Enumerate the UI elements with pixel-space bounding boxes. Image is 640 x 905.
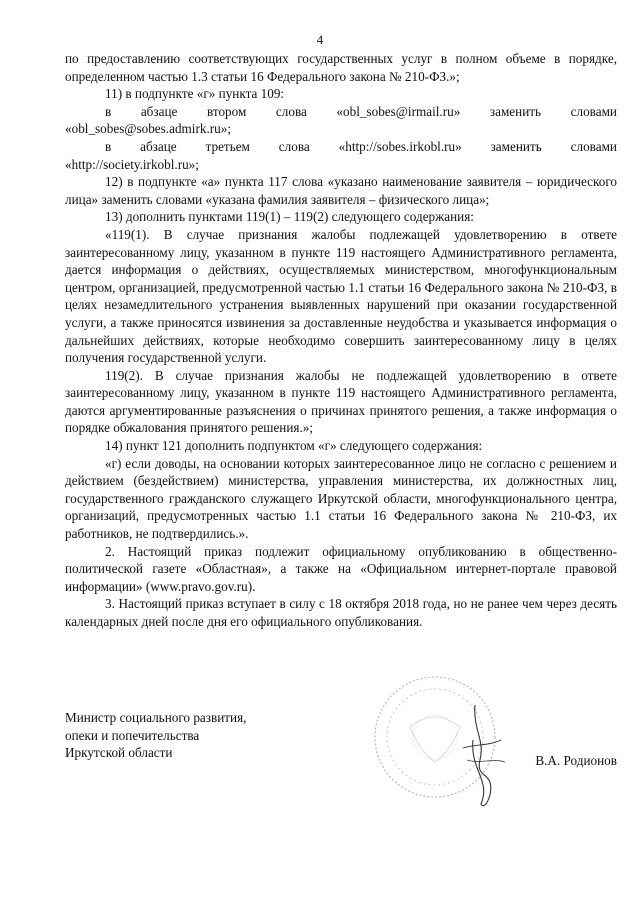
document-body bbox=[65, 50, 617, 631]
paragraph: 2. Настоящий приказ подлежит официальному опубликованию в общественно-политической газете «Областная», а также на «Официальном интернет-портале правовой информации» (www.pravo.gov.ru). bbox=[65, 543, 617, 594]
signer-title-line: опеки и попечительства bbox=[65, 727, 200, 743]
signer-name: В.А. Родионов bbox=[535, 753, 617, 768]
paragraph: в абзаце третьем слова «http://sobes.irkobl.ru» заменить словами bbox=[105, 138, 617, 154]
page-number: 4 bbox=[316, 32, 324, 47]
paragraph: «http://society.irkobl.ru»; bbox=[65, 156, 199, 172]
paragraph: по предоставлению соответствующих государственных услуг в полном объеме в порядке, определенном частью 1.3 статьи 16 Федерального закона № 210-ФЗ.»; bbox=[65, 51, 617, 84]
signer-title-line: Министр социального развития, bbox=[65, 710, 247, 725]
paragraph: «119(1). В случае признания жалобы подлежащей удовлетворению в ответе заинтересованному лицу, указанном в пункте 119 настоящего Административного регламента, дается информация о действиях, осуществляемых министерством, многофункциональным центром, организацией, предусмотренной частью 1.1 статьи 16 Федерального закона № 210-ФЗ, в целях незамедлительного устранения выявленных нарушений при оказании государственной услуги, а также приносятся извинения за доставленные неудобства и указывается информация о дальнейших действиях, которые необходимо совершить заинтересованному лицу в целях получения государственной услуги. bbox=[65, 226, 617, 366]
paragraph: 3. Настоящий приказ вступает в силу с 18 октября 2018 года, но не ранее чем через десять календарных дней после дня его официального опубликования. bbox=[65, 596, 617, 629]
paragraph: 12) в подпункте «а» пункта 117 слова «указано наименование заявителя – юридического лица» заменить словами «указана фамилия заявителя – физического лица»; bbox=[65, 174, 617, 207]
paragraph: «obl_sobes@sobes.admirk.ru»; bbox=[65, 121, 231, 137]
signer-title bbox=[65, 709, 617, 762]
paragraph: «г) если доводы, на основании которых заинтересованное лицо не согласно с решением и действием (бездействием) министерства, управления министерства, их должностных лиц, государственного гражданского служащего Иркутской области, многофункционального центра, организаций, предусмотренных частью 1.1 статьи 16 Федерального закона № 210-ФЗ, их работников, не подтвердились.». bbox=[65, 455, 617, 542]
signature-block bbox=[65, 709, 617, 768]
paragraph: 119(2). В случае признания жалобы не подлежащей удовлетворению в ответе заинтересованному лицу, указанном в пункте 119 настоящего Административного регламента, даются аргументированные разъяснения о причинах принятого решения, а также информация о порядке обжалования принятого решения.»; bbox=[65, 367, 617, 436]
paragraph: 11) в подпункте «г» пункта 109: bbox=[105, 86, 285, 102]
paragraph: в абзаце втором слова «obl_sobes@irmail.ru» заменить словами bbox=[105, 103, 617, 119]
paragraph: 13) дополнить пунктами 119(1) – 119(2) следующего содержания: bbox=[105, 209, 474, 225]
signer-title-line: Иркутской области bbox=[65, 745, 173, 761]
paragraph: 14) пункт 121 дополнить подпунктом «г» следующего содержания: bbox=[105, 438, 483, 454]
